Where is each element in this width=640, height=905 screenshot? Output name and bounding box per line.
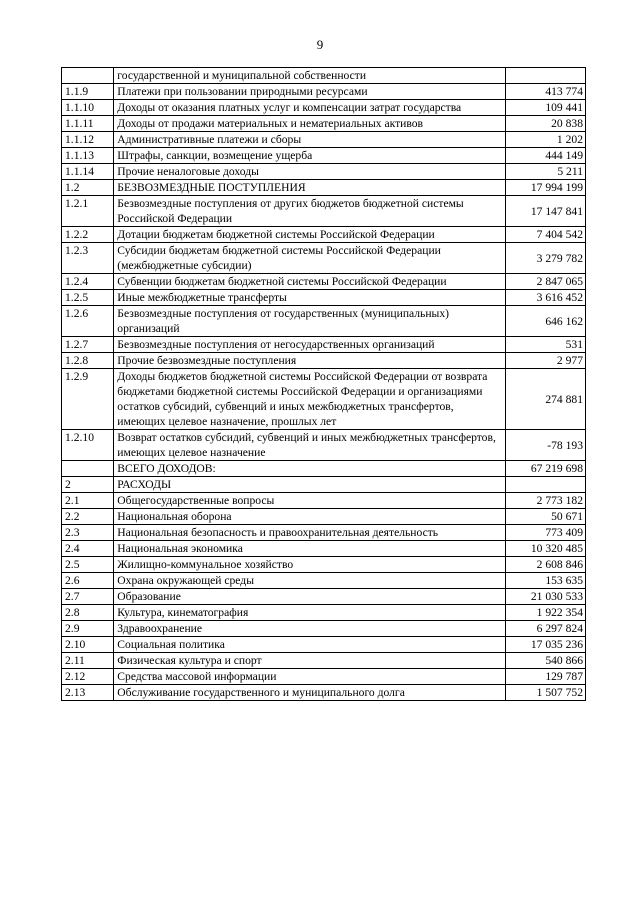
table-row [62,290,586,306]
row-code: 1.2.5 [62,290,114,306]
row-value [505,68,585,84]
row-value: 3 279 782 [505,243,585,274]
row-name: Национальная безопасность и правоохранительная деятельность [114,525,505,541]
table-row [62,369,586,430]
row-value: 20 838 [505,116,585,132]
row-code: 1.1.14 [62,164,114,180]
table-row [62,621,586,637]
row-name: Национальная экономика [114,541,505,557]
row-code: 2.10 [62,637,114,653]
table-row [62,493,586,509]
row-value: 773 409 [505,525,585,541]
budget-table-body [62,68,586,701]
row-code: 1.2 [62,180,114,196]
table-row [62,637,586,653]
table-row [62,605,586,621]
row-code: 1.2.4 [62,274,114,290]
row-code: 2.3 [62,525,114,541]
table-row [62,306,586,337]
row-value: 7 404 542 [505,227,585,243]
row-code: 2.9 [62,621,114,637]
row-value: 646 162 [505,306,585,337]
row-value: 17 147 841 [505,196,585,227]
table-row [62,669,586,685]
row-name: Доходы от оказания платных услуг и компенсации затрат государства [114,100,505,116]
budget-table [61,67,586,701]
row-name: БЕЗВОЗМЕЗДНЫЕ ПОСТУПЛЕНИЯ [114,180,505,196]
row-name: Иные межбюджетные трансферты [114,290,505,306]
row-code: 1.1.10 [62,100,114,116]
row-name: Культура, кинематография [114,605,505,621]
row-code: 1.1.13 [62,148,114,164]
row-value: 413 774 [505,84,585,100]
row-value: 153 635 [505,573,585,589]
row-name: Прочие неналоговые доходы [114,164,505,180]
row-name: Здравоохранение [114,621,505,637]
row-code: 1.2.2 [62,227,114,243]
row-name: Административные платежи и сборы [114,132,505,148]
row-name: Физическая культура и спорт [114,653,505,669]
row-value: 5 211 [505,164,585,180]
row-name: РАСХОДЫ [114,477,505,493]
row-name: Возврат остатков субсидий, субвенций и иных межбюджетных трансфертов, имеющих целевое назначение [114,430,505,461]
row-name: Платежи при пользовании природными ресурсами [114,84,505,100]
row-value: 274 881 [505,369,585,430]
row-name: Образование [114,589,505,605]
row-name: Субвенции бюджетам бюджетной системы Российской Федерации [114,274,505,290]
table-row [62,557,586,573]
row-value: 2 977 [505,353,585,369]
row-name: Жилищно-коммунальное хозяйство [114,557,505,573]
row-name: Обслуживание государственного и муниципального долга [114,685,505,701]
row-name: Доходы бюджетов бюджетной системы Российской Федерации от возврата бюджетами бюджетной системы Российской Федерации и организациями остатков субсидий, субвенций и иных межбюджетных трансфертов, имеющих целевое назначение, прошлых лет [114,369,505,430]
row-code: 1.2.6 [62,306,114,337]
row-name: Национальная оборона [114,509,505,525]
table-row [62,541,586,557]
row-name: Безвозмездные поступления от других бюджетов бюджетной системы Российской Федерации [114,196,505,227]
table-row [62,461,586,477]
row-value: 10 320 485 [505,541,585,557]
row-code: 2.6 [62,573,114,589]
row-value: 17 994 199 [505,180,585,196]
row-value: 50 671 [505,509,585,525]
row-code: 2.7 [62,589,114,605]
row-code: 2.1 [62,493,114,509]
row-code: 1.2.7 [62,337,114,353]
row-code: 2.5 [62,557,114,573]
row-value: 129 787 [505,669,585,685]
table-row [62,84,586,100]
row-value: 1 922 354 [505,605,585,621]
row-name: ВСЕГО ДОХОДОВ: [114,461,505,477]
table-row [62,653,586,669]
table-row [62,685,586,701]
row-value: 531 [505,337,585,353]
table-row [62,116,586,132]
row-value: 444 149 [505,148,585,164]
row-code: 2.8 [62,605,114,621]
row-value: 3 616 452 [505,290,585,306]
row-name: Охрана окружающей среды [114,573,505,589]
row-code: 1.2.3 [62,243,114,274]
table-row [62,180,586,196]
table-row [62,164,586,180]
row-value [505,477,585,493]
table-row [62,132,586,148]
row-name: Дотации бюджетам бюджетной системы Российской Федерации [114,227,505,243]
row-value: 1 202 [505,132,585,148]
row-code [62,68,114,84]
table-row [62,148,586,164]
row-name: Доходы от продажи материальных и нематериальных активов [114,116,505,132]
table-row [62,68,586,84]
table-row [62,430,586,461]
page-number: 9 [316,37,324,52]
table-row [62,509,586,525]
table-row [62,196,586,227]
row-code: 2.4 [62,541,114,557]
table-row [62,477,586,493]
row-code: 2.12 [62,669,114,685]
row-code: 2.11 [62,653,114,669]
row-value: 17 035 236 [505,637,585,653]
table-row [62,573,586,589]
row-name: государственной и муниципальной собственности [114,68,505,84]
row-code: 1.1.11 [62,116,114,132]
row-value: 21 030 533 [505,589,585,605]
table-row [62,589,586,605]
table-row [62,353,586,369]
row-value: 2 773 182 [505,493,585,509]
table-row [62,525,586,541]
row-code: 1.1.9 [62,84,114,100]
row-value: 1 507 752 [505,685,585,701]
row-code: 1.1.12 [62,132,114,148]
row-name: Прочие безвозмездные поступления [114,353,505,369]
row-name: Средства массовой информации [114,669,505,685]
row-value: 109 441 [505,100,585,116]
table-row [62,100,586,116]
row-value: 2 847 065 [505,274,585,290]
row-name: Безвозмездные поступления от негосударственных организаций [114,337,505,353]
row-code: 1.2.1 [62,196,114,227]
row-value: 2 608 846 [505,557,585,573]
row-value: 540 866 [505,653,585,669]
row-name: Субсидии бюджетам бюджетной системы Российской Федерации (межбюджетные субсидии) [114,243,505,274]
table-row [62,243,586,274]
row-code: 2.13 [62,685,114,701]
row-name: Общегосударственные вопросы [114,493,505,509]
table-row [62,274,586,290]
row-value: 67 219 698 [505,461,585,477]
table-row [62,337,586,353]
row-value: 6 297 824 [505,621,585,637]
row-code: 2 [62,477,114,493]
row-code: 1.2.9 [62,369,114,430]
row-name: Безвозмездные поступления от государственных (муниципальных) организаций [114,306,505,337]
table-row [62,227,586,243]
row-name: Штрафы, санкции, возмещение ущерба [114,148,505,164]
row-code: 2.2 [62,509,114,525]
row-code: 1.2.8 [62,353,114,369]
row-value: -78 193 [505,430,585,461]
row-code: 1.2.10 [62,430,114,461]
row-code [62,461,114,477]
row-name: Социальная политика [114,637,505,653]
